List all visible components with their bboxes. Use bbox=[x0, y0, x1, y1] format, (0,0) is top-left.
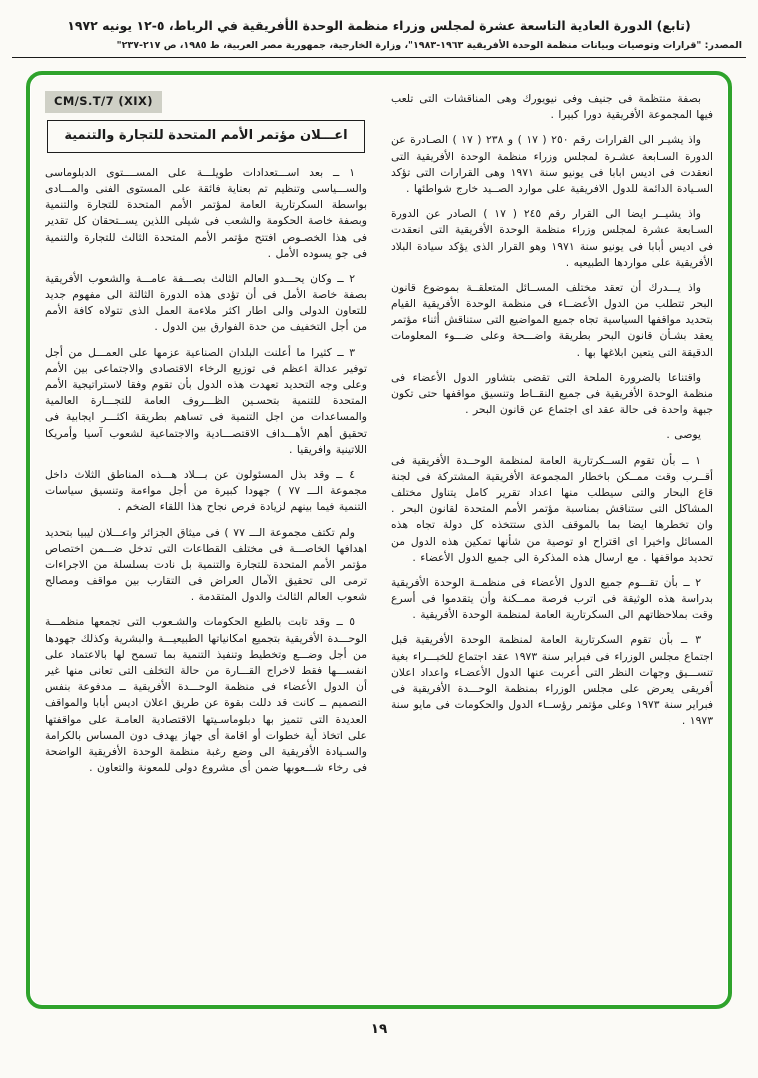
numbered-paragraph: ٤ ــ وقد بذل المسئولون عن بـــلاد هـــذه المناطق الثلاث داخل مجموعة الـــ ٧٧ ) جهودا كبيرة من أجل مواءمة وتنسيق سياسات التنمية فيما بينهم لزيادة فرص نجاح هذا اللقاء الضخم . bbox=[45, 467, 367, 514]
paragraph: ولم تكتف مجموعة الـــ ٧٧ ) فى ميثاق الجزائر واعـــلان ليبيا بتحديد اهدافها الخاصـــة فى مختلف القطاعات التى تدخل ضـــمن اختصاص مؤتمر الأمم المتحدة للتجارة والتنمية بل نادت بسلسلة من الاجراءات ترمى الى تحقيق الآمال العراض فى التقارب بين مواقف ومصالح شعوب العالم الثالث والدول المتقدمة . bbox=[45, 525, 367, 604]
session-title: (تابع) الدورة العادية التاسعة عشرة لمجلس وزراء منظمة الوحدة الأفريقية في الرباط، ٥-١٢ يونيه ١٩٧٢ bbox=[67, 18, 691, 33]
page-number: ١٩ bbox=[370, 1021, 388, 1037]
right-column bbox=[391, 91, 713, 993]
header-divider bbox=[12, 57, 746, 58]
recommendation-item: ١ ــ بأن تقوم الســكرتارية العامة لمنظمة الوحــدة الأفريقية فى أقــرب وقت ممــكن باخطار المجموعة الأفريقية المشتركة فى لجنة قاع البحار والتى سيطلب منها اعداد تقرير كامل يتناول مختلف المشاكل التى ستناقش بمناسبة مؤتمر الأمم المتحدة لقانون البحر . وان تخطرها ايضا بما بالموقف الذى ستتخذه كل دولة تجاه هذه المسائل واخيرا اى اقتراح او توصية من شأنها تمكين هذه الدول من تحديد مواقفها . مع ارسال هذه المذكرة الى جميع الدول الأعضاء . bbox=[391, 453, 713, 564]
numbered-paragraph: ٢ ــ وكان يحـــدو العالم الثالث بصـــفة عامـــة والشعوب الأفريقية بصفة خاصة الأمل فى أن تؤدى هذه الدورة الثالثة الى مفهوم جديد للتعاون الدولى والى اطار اكثر ملاءمة العمل الذى تتولاه كافة الأمم من أجل التخفيف من حدة الفوارق بين الدول . bbox=[45, 271, 367, 334]
source-citation: المصدر: "قرارات وتوصيات وبيانات منظمة الوحدة الأفريقية ١٩٦٣-١٩٨٣"، وزارة الخارجية، جمهورية مصر العربية، ط ١٩٨٥، ص ٢١٧-٢٣٧" bbox=[116, 40, 742, 51]
recommendation-heading: يوصى . bbox=[666, 428, 701, 442]
paragraph: واذ يشيـر الى القرارات رقم ٢٥٠ ( ١٧ ) و ٢٣٨ ( ١٧ ) الصـادرة عن الدورة السـابعة عشـرة لمجلس وزراء منظمة الوحدة الأفريقية التى انعقدت فى اديس ابابا فى يونيو سنة ١٩٧١ وهى القرارات التى تؤكد السـيادة الدائمة للدول الافريقية على موارد الصــيد خارج شواطئها . bbox=[391, 133, 713, 195]
two-column-layout bbox=[45, 91, 713, 993]
numbered-paragraph: ١ ــ بعد اســـتعدادات طويلـــة على المســــتوى الدبلوماسى والســـياسى وتنظيم تم بعناية فائقة على المستوى الفنى والمـــادى بواسطة السكرتارية العامة لمؤتمر الأمم المتحدة للتجارة والتنمية وبصفة خاصة الحكومة والشعب فى شيلى اللذين يســتحقان كل تقدير فى هذا الخصـوص افتتح مؤتمر الأمم المتحدة الثالث للتجارة والتنمية فى جو يسوده الأمل . bbox=[45, 165, 367, 260]
page-footer bbox=[0, 1018, 758, 1037]
paragraph: واذ يـــدرك أن تعقد مختلف المســائل المتعلقــة بموضوع قانون البحر تتطلب من الدول الأعضــاء فى منظمة الوحدة الأفريقية القيام بتحديد مواقفها السياسية تجاه جميع المواضيع التى ستناقش أثناء مؤتمر يعقد بشـأن قانون البحر بطريقة واضـــحة وعلى ضـــوء المعلومات الدقيقة التى يتعين ابلاغها بها . bbox=[391, 280, 713, 359]
document-reference: CM/S.T/7 (XIX) bbox=[45, 91, 162, 113]
recommendation-item: ٣ ــ بأن تقوم السكرتارية العامة لمنظمة الوحدة الأفريقية قبل اجتماع مجلس الوزراء فى فبراير سنة ١٩٧٣ عقد اجتماع للخبـــراء بغية تنســـيق وجهات النظر التى أعربت عنها الدول الأعضـاء واعداد اعلان أفريقى يعرض على مجلس الوزراء بمنظمة الوحـــدة الأفريقية فى فبراير سنة ١٩٧٣ وعلى مؤتمر رؤســاء الدول والحكومات فى مايو سنة ١٩٧٣ . bbox=[391, 633, 713, 728]
left-column bbox=[45, 91, 367, 993]
numbered-paragraph: ٣ ــ كثيرا ما أعلنت البلدان الصناعية عزمها على العمـــل من أجل توفير عدالة اعظم فى توزيع الرخاء الاقتصادى والاجتماعى بين الأمم وعلى وجه التحديد تعهدت هذه الدول بأن تقوم وفقا لاستراتيجية الأمم المتحدة للتنمية بتحسـين الظـــروف العامة للتجـــارة العالمية والمساعدات من اجل التنمية فى تساهم بطريقة اكثـــر ايجابية فى تحقيق أهم الأهـــداف الاقتصـــادية والاجتماعية لشعوب آسيا وأمريكا اللاتينية وافريقيا . bbox=[45, 345, 367, 456]
page-header bbox=[0, 0, 758, 58]
document-reference-row bbox=[45, 91, 367, 113]
paragraph: بصفة منتظمة فى جنيف وفى نيويورك وهى المناقشات التى تلعب فيها المجموعة الأفريقية دورا كبيرا . bbox=[391, 92, 713, 122]
document-title-box bbox=[47, 120, 365, 153]
paragraph: واقتناعا بالضرورة الملحة التى تقضى بتشاور الدول الأعضاء فى منظمة الوحدة الأفريقية فى جميع النقــاط وتنسيق مواقفها حتى تكون جبهة واحدة فى حالة عقد اى اجتماع عن قانون البحر . bbox=[391, 370, 713, 417]
recommendation-item: ٢ ــ بأن تقـــوم جميع الدول الأعضاء فى منظمــة الوحدة الأفريقية بدراسة هذه الوثيقة فى اترب فرصة ممــكنة وأن يتقدموا فى أسرع وقت بملاحظاتهم الى السكرتارية العامة لمنظمة الوحدة الأفريقية . bbox=[391, 575, 713, 622]
document-title: اعـــلان مؤتمر الأمم المتحدة للتجارة والتنمية bbox=[64, 128, 348, 144]
content-frame bbox=[26, 71, 732, 1009]
paragraph: واذ يشيــر ايضا الى القرار رقم ٢٤٥ ( ١٧ ) الصادر عن الدورة السـابعة عشرة لمجلس وزراء منظمة الوحدة الأفريقية التى انعقدت فى اديس أبابا فى يونيو سنة ١٩٧١ وهو القرار الذى يؤكد سيادة البلاد الأفريقية على مواردها الطبيعيه . bbox=[391, 207, 713, 269]
numbered-paragraph: ٥ ــ وقد تابت بالطبع الحكومات والشـعوب التى تجمعها منظمـــة الوحـــدة الأفريقية بتجميع امكانياتها الطبيعيـــة والبشرية وكذلك جهودها من أجل وضـــع وتخطيط وتنفيذ التنمية بما تسمح لها بالاعتماد على انفســـها فقط لاخراج القـــارة من حالة التخلف التى تعانى منها غير أن الدول الأعضاء فى منظمة الوحـــدة الأفريقية ــ مدفوعة بنفس التصميم ــ كانت قد دللت بقوة عن طريق اعلان اديس أبابا والمواقف العديدة التى تتميز بها دبلوماسـيتها الاقتصادية العامـة على مواقفتها على اتخاذ أية خطوات أو اقامة أى جهاز يهدف دون المساس بالكرامة والسـيادة الأفريقية الى وضع رغبة منظمة الوحدة الأفريقية الواضحة فى رخاء شـــعوبها ضمن أى مشروع دولى للمعونة والتعاون . bbox=[45, 615, 367, 775]
